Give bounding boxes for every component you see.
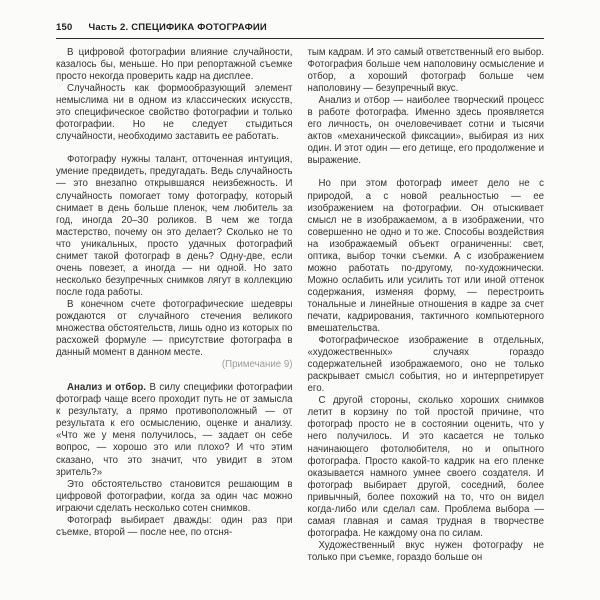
paragraph: Анализ и отбор — наиболее творческий процесс в работе фотографа. Именно здесь проявляется его личность, он очеловечивает сотни и тысячи актов «механической фиксации», выбирая из них один. И этот один — его детище, его продолжение и выражение. <box>307 95 544 167</box>
paragraph: В цифровой фотографии влияние случайности, казалось бы, меньше. Но при репортажной съемке просто некогда проверить кадр на дисплее. <box>56 47 293 83</box>
paragraph: В конечном счете фотографические шедевры рождаются от случайного стечения великого множества обстоятельств, лишь одно из которых по расхожей формуле — присутствие фотографа в данный момент в данном месте. <box>56 298 293 359</box>
section-lead: Анализ и отбор. <box>67 382 146 394</box>
paragraph: тым кадрам. И это самый ответственный его выбор. Фотография больше чем наполовину осмысление и отбор, а хороший фотограф больше чем наполовину — безупречный вкус. <box>307 47 544 95</box>
paragraph: Художественный вкус нужен фотографу не только при съемке, гораздо больше он <box>307 539 544 563</box>
page-number: 150 <box>56 22 73 33</box>
paragraph-text: В силу специфики фотографии фотограф чаще всего проходит путь не от замысла к результату, а прямо противоположный — от результата к его осмыслению, оценке и анализу. «Что же у меня получилось, — задает он себе вопрос, — хорошо это или плохо? И что этим сказано, что это значит, что увидит в этом зритель?» <box>56 382 293 478</box>
left-column <box>56 47 293 564</box>
paragraph <box>56 382 293 478</box>
right-column <box>308 47 545 564</box>
paragraph: Фотографическое изображение в отдельных, «художественных» случаях гораздо содержательней изображаемого, оно не только раскрывает смысл события, но и интерпретирует его. <box>307 335 544 395</box>
note-reference: (Примечание 9) <box>221 359 293 371</box>
paragraph: Случайность как формообразующий элемент немыслима ни в одном из классических искусств, это специфическое свойство фотографии и только фотографии. Но не следует стыдиться случайности, необходимо заставить ее работать. <box>56 83 293 143</box>
paragraph: С другой стороны, сколько хороших снимков летит в корзину по той простой причине, что фотограф просто не в состоянии оценить, что у него получилось. И это касается не только начинающего фотолюбителя, но и опытного фотографа. Просто какой-то кадрик на его пленке оказывается намного умнее своего создателя. И фотограф выбирает другой, соседний, более привычный, более похожий на то, что он видел когда-либо или сделал сам. Проблема выбора — самая главная и самая трудная в творчестве фотографа. Не каждому она по силам. <box>307 395 544 539</box>
running-header <box>56 22 544 39</box>
text-columns <box>56 47 544 564</box>
paragraph: Фотографу нужны талант, отточенная интуиция, умение предвидеть, предугадать. Ведь случайность — это внезапно открывшаяся неизбежность. И случайность помогает тому фотографу, который снимает в день больше пленок, чем любитель за год, иногда 20–30 роликов. В чем же тогда мастерство, почему он это делает? Сколько не то что уникальных, просто удачных фотографий снимет такой фотограф в день? Одну-две, если очень повезет, а иногда — ни одной. Но зато несколько безупречных снимков лягут в коллекцию после года работы. <box>56 154 293 298</box>
running-header-title: Часть 2. СПЕЦИФИКА ФОТОГРАФИИ <box>88 22 267 33</box>
paragraph: Фотограф выбирает дважды: один раз при съемке, второй — после нее, по отсня- <box>56 514 293 538</box>
paragraph: Но при этом фотограф имеет дело не с природой, а с новой реальностью — ее изображением на фотографии. Он отыскивает смысл не в изображаемом, а в изображении, что совершенно не одно и то же. Способы воздействия на изображаемый объект ограниченны: свет, оптика, выбор точки съемки. А с изображением можно работать по-другому, по-художнически. Можно ослабить или усилить тот или иной оттенок содержания, изменяя форму, — перестроить тональные и линейные отношения в кадре за счет печати, кадрирования, тактичного компьютерного вмешательства. <box>307 178 544 335</box>
paragraph: Это обстоятельство становится решающим в цифровой фотографии, когда за один час можно играючи сделать несколько сотен снимков. <box>56 478 293 514</box>
